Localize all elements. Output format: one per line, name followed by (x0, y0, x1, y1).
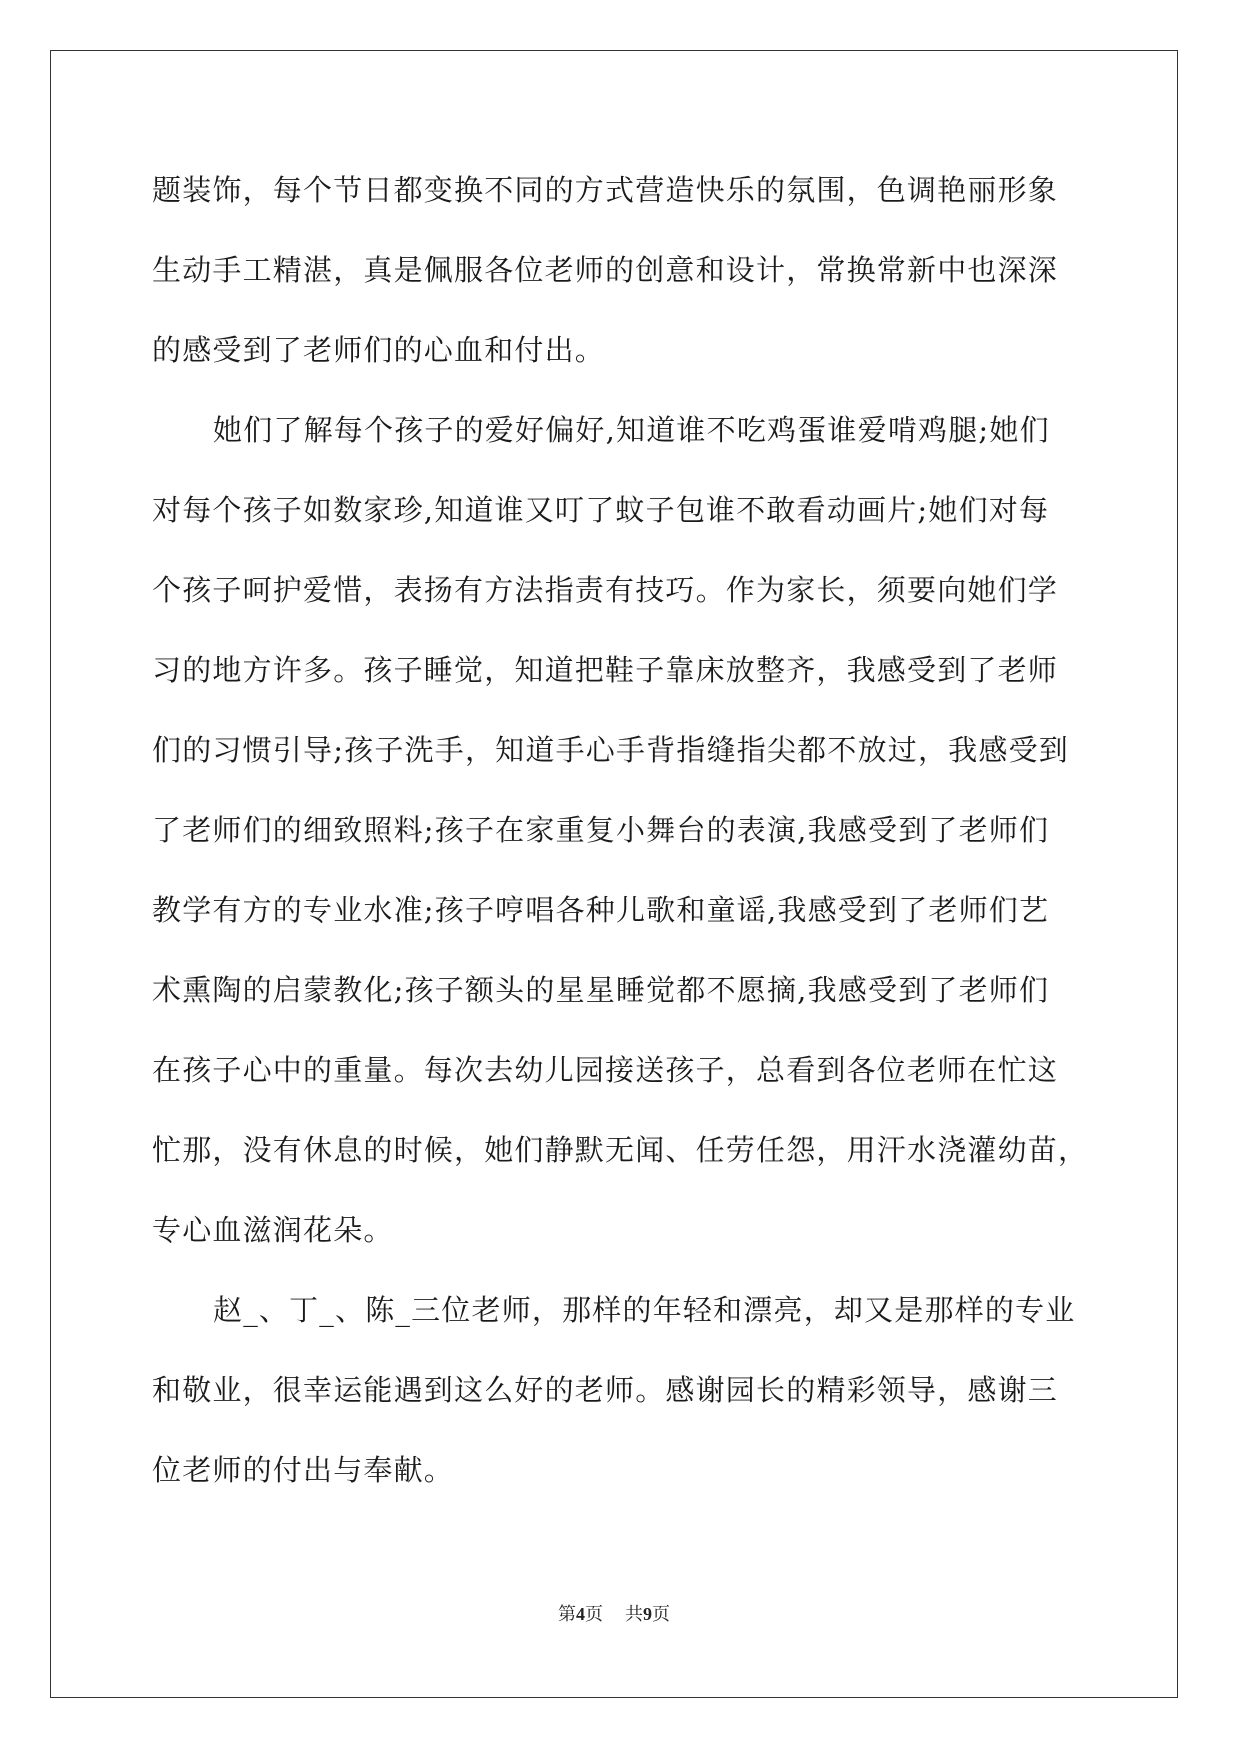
text-line: 个孩子呵护爱惜，表扬有方法指责有技巧。作为家长，须要向她们学 (152, 573, 1059, 607)
text-line: 术熏陶的启蒙教化;孩子额头的星星睡觉都不愿摘,我感受到了老师们 (152, 973, 1050, 1007)
document-body (152, 150, 1088, 1510)
text-line: 题装饰，每个节日都变换不同的方式营造快乐的氛围，色调艳丽形象 (152, 173, 1059, 207)
text-line: 习的地方许多。孩子睡觉，知道把鞋子靠床放整齐，我感受到了老师 (152, 653, 1059, 687)
total-pages: 9 (643, 1604, 652, 1624)
text-line: 专心血滋润花朵。 (152, 1213, 394, 1247)
total-pages-suffix: 页 (652, 1604, 670, 1624)
text-line: 位老师的付出与奉献。 (152, 1453, 455, 1487)
text-line: 生动手工精湛，真是佩服各位老师的创意和设计，常换常新中也深深 (152, 253, 1059, 287)
paragraph (152, 390, 1088, 1270)
page-number: 4 (576, 1604, 585, 1624)
text-line: 教学有方的专业水准;孩子哼唱各种儿歌和童谣,我感受到了老师们艺 (152, 893, 1050, 927)
text-line: 在孩子心中的重量。每次去幼儿园接送孩子，总看到各位老师在忙这 (152, 1053, 1059, 1087)
page-number-suffix: 页 (585, 1604, 603, 1624)
text-line: 她们了解每个孩子的爱好偏好,知道谁不吃鸡蛋谁爱啃鸡腿;她们 (213, 413, 1050, 447)
paragraph (152, 1270, 1088, 1510)
page-footer (50, 1600, 1178, 1626)
text-line: 的感受到了老师们的心血和付出。 (152, 333, 606, 367)
text-line: 忙那，没有休息的时候，她们静默无闻、任劳任怨，用汗水浇灌幼苗， (152, 1133, 1089, 1167)
total-pages-prefix: 共 (625, 1604, 643, 1624)
text-line: 们的习惯引导;孩子洗手，知道手心手背指缝指尖都不放过，我感受到 (152, 733, 1069, 767)
text-line: 赵_、丁_、陈_三位老师，那样的年轻和漂亮，却又是那样的专业 (213, 1293, 1076, 1327)
paragraph (152, 150, 1088, 390)
text-line: 了老师们的细致照料;孩子在家重复小舞台的表演,我感受到了老师们 (152, 813, 1050, 847)
text-line: 对每个孩子如数家珍,知道谁又叮了蚊子包谁不敢看动画片;她们对每 (152, 493, 1050, 527)
text-line: 和敬业，很幸运能遇到这么好的老师。感谢园长的精彩领导，感谢三 (152, 1373, 1059, 1407)
page-number-prefix: 第 (558, 1604, 576, 1624)
